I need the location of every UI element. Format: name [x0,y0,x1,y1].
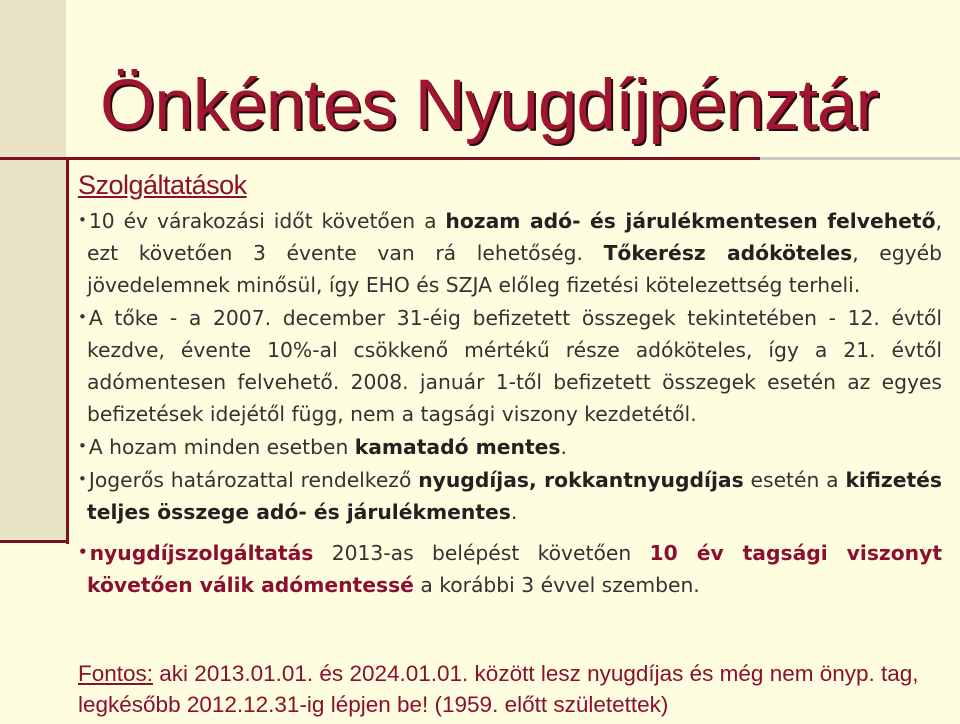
emphasis: nyugdíjszolgáltatás [89,541,314,565]
text: esetén a [743,468,846,492]
bullet-icon: • [78,308,87,326]
bullet-item-4 [78,463,942,528]
text: Jogerős határozattal rendelkező [88,468,419,492]
footer-label: Fontos: [78,661,154,686]
bullet-list [78,204,942,601]
emphasis: kifizetés teljes összege adó- és járulékmentes [87,468,942,524]
header-divider-shade [760,157,960,160]
header-divider [0,157,760,160]
section-heading: Szolgáltatások [78,170,247,200]
sidebar-panel [0,0,66,540]
emphasis: nyugdíjas, rokkantnyugdíjas [418,468,744,492]
footer-note [78,658,948,720]
bullet-item-5 [78,536,942,601]
slide-title: Önkéntes Nyugdíjpénztár [100,66,879,145]
emphasis: hozam adó- és járulékmentesen felvehető [445,209,936,233]
bullet-icon: • [78,211,87,229]
emphasis: kamatadó mentes [354,435,561,459]
text: A tőke - a 2007. december 31-éig befizetett összegek tekintetében - 12. évtől kezdve, évente 10%-al csökkenő mértékű része adóköteles, így a 21. évtől adómentesen felvehető. 2008. január 1-től befizetett összegek esetén az egyes befizetések idejétől függ, nem a tagsági viszony kezdetétől. [87,306,942,426]
text: , ezt követően 3 évente van rá lehetőség. [87,209,942,265]
bullet-item-2 [78,301,942,430]
bullet-item-1 [78,204,942,301]
text: . [560,435,567,459]
emphasis: Tőkerész adóköteles [603,241,853,265]
bullet-item-3 [78,430,942,463]
sidebar-divider [66,159,69,544]
text: 10 év várakozási időt követően a [88,209,446,233]
text: a korábbi 3 évvel szemben. [413,573,700,597]
text: . [510,500,518,524]
sidebar-bottom-divider [0,540,69,543]
bullet-icon: • [78,543,88,561]
text: , egyéb jövedelemnek minősül, így EHO és SZJA előleg fizetési kötelezettség terheli. [87,241,943,297]
bullet-icon: • [78,437,87,455]
text: A hozam minden esetben [88,435,355,459]
bullet-icon: • [78,470,87,488]
footer-text: aki 2013.01.01. és 2024.01.01. között lesz nyugdíjas és még nem önyp. tag, legkésőbb 2012.12.31-ig lépjen be! (1959. előtt születettek) [78,661,919,717]
text: 2013-as belépést követően [313,541,650,565]
emphasis: 10 év tagsági viszonyt követően válik adómentessé [87,541,943,597]
